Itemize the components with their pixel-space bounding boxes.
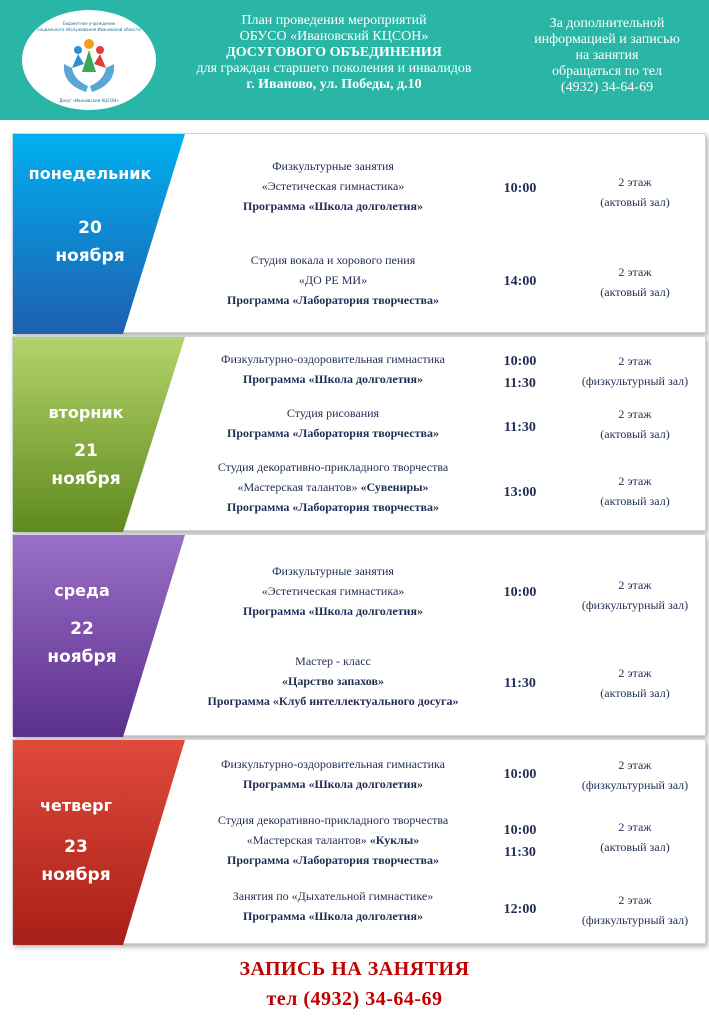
event-time: 13:00 — [503, 485, 537, 500]
event-title: Физкультурно-оздоровительная гимнастика — [221, 352, 445, 366]
event-program: Программа «Клуб интеллектуального досуга» — [207, 694, 459, 708]
event-program: Программа «Школа долголетия» — [243, 372, 423, 386]
place-floor: 2 этаж — [618, 820, 652, 834]
event-item — [163, 754, 503, 794]
logo-text-1: Бюджетное учреждение — [62, 21, 116, 26]
day-name: среда — [54, 581, 110, 600]
day-date — [1, 833, 151, 889]
header-line-4: для граждан старшего поколения и инвалидов — [196, 61, 472, 76]
place-floor: 2 этаж — [618, 175, 652, 189]
event-program: Программа «Лаборатория творчества» — [227, 293, 439, 307]
event-studio: «Мастерская талантов» — [237, 480, 361, 494]
event-program: Программа «Лаборатория творчества» — [227, 426, 439, 440]
event-subtitle: «ДО РЕ МИ» — [298, 273, 368, 287]
header-address: г. Иваново, ул. Победы, д.10 — [246, 77, 422, 92]
event-time — [495, 351, 545, 395]
header-line-3: ДОСУГОВОГО ОБЪЕДИНЕНИЯ — [226, 45, 442, 60]
event-subtitle — [163, 477, 503, 497]
contact-line-3: на занятия — [575, 48, 639, 63]
day-month: ноября — [51, 469, 121, 489]
place-room: (физкультурный зал) — [581, 374, 689, 388]
contact-line-4: обращаться по тел — [552, 64, 662, 79]
day-number: 23 — [64, 837, 88, 857]
place-floor: 2 этаж — [618, 893, 652, 907]
logo-caption: Досуг «Ивановский КЦСОН» — [59, 98, 119, 103]
event-studio: «Мастерская талантов» — [246, 833, 370, 847]
day-month: ноября — [41, 865, 111, 885]
day-name: вторник — [48, 403, 124, 422]
event-title: Студия вокала и хорового пения — [250, 253, 416, 267]
event-program: Программа «Школа долголетия» — [243, 604, 423, 618]
day-number: 22 — [70, 619, 94, 639]
place-room: (актовый зал) — [600, 494, 670, 508]
event-place — [561, 262, 709, 302]
header-banner — [0, 0, 709, 120]
event-place — [561, 890, 709, 930]
event-place — [561, 817, 709, 857]
place-room: (актовый зал) — [600, 285, 670, 299]
event-topic: «Сувениры» — [360, 480, 429, 494]
event-time: 10:00 — [503, 585, 537, 600]
place-floor: 2 этаж — [618, 474, 652, 488]
event-place — [561, 663, 709, 703]
event-place — [561, 471, 709, 511]
contact-line-2: информацией и записью — [534, 32, 680, 47]
place-room: (физкультурный зал) — [581, 913, 689, 927]
place-floor: 2 этаж — [618, 578, 652, 592]
event-title: Мастер - класс — [295, 654, 371, 668]
event-place — [561, 172, 709, 212]
organization-logo — [22, 10, 156, 110]
place-floor: 2 этаж — [618, 354, 652, 368]
event-time: 10:00 — [503, 181, 537, 196]
day-block-monday — [12, 133, 706, 333]
day-date — [11, 437, 161, 493]
day-name: четверг — [40, 796, 112, 815]
place-room: (актовый зал) — [600, 686, 670, 700]
place-room: (физкультурный зал) — [581, 778, 689, 792]
day-month: ноября — [47, 647, 117, 667]
event-item — [163, 457, 503, 517]
header-title-block — [168, 13, 500, 93]
place-room: (актовый зал) — [600, 840, 670, 854]
event-item — [163, 403, 503, 443]
event-subtitle — [163, 830, 503, 850]
event-item — [163, 561, 503, 621]
event-item — [163, 156, 503, 216]
event-place — [561, 755, 709, 795]
event-subtitle: «Царство запахов» — [282, 674, 384, 688]
place-room: (физкультурный зал) — [581, 598, 689, 612]
day-date — [15, 214, 165, 270]
event-title: Физкультурные занятия — [272, 564, 394, 578]
day-month: ноября — [55, 246, 125, 266]
signup-phone: тел (4932) 34-64-69 — [266, 988, 443, 1010]
header-line-2: ОБУСО «Ивановский КЦСОН» — [239, 29, 429, 44]
event-subtitle: «Эстетическая гимнастика» — [261, 179, 405, 193]
day-block-thursday — [12, 739, 706, 944]
hands-icon — [60, 34, 118, 98]
event-place — [561, 575, 709, 615]
place-floor: 2 этаж — [618, 265, 652, 279]
time-second: 11:30 — [504, 376, 536, 391]
place-floor: 2 этаж — [618, 407, 652, 421]
place-room: (актовый зал) — [600, 195, 670, 209]
day-block-tuesday — [12, 336, 706, 531]
place-floor: 2 этаж — [618, 758, 652, 772]
event-program: Программа «Школа долголетия» — [243, 777, 423, 791]
event-time: 14:00 — [503, 274, 537, 289]
event-place — [561, 404, 709, 444]
event-title: Физкультурно-оздоровительная гимнастика — [221, 757, 445, 771]
event-item — [163, 349, 503, 389]
event-time: 12:00 — [503, 902, 537, 917]
event-subtitle: «Эстетическая гимнастика» — [261, 584, 405, 598]
event-title: Занятия по «Дыхательной гимнастике» — [232, 889, 434, 903]
event-time: 11:30 — [504, 420, 536, 435]
event-time: 11:30 — [504, 676, 536, 691]
event-place — [561, 351, 709, 391]
event-title: Студия декоративно-прикладного творчества — [217, 813, 449, 827]
day-number: 21 — [74, 441, 98, 461]
event-item — [163, 810, 503, 870]
time-second: 11:30 — [504, 845, 536, 860]
event-topic: «Куклы» — [369, 833, 420, 847]
event-title: Физкультурные занятия — [272, 159, 394, 173]
event-item — [163, 886, 503, 926]
day-tab-shape — [13, 337, 185, 532]
header-line-1: План проведения мероприятий — [241, 13, 427, 28]
day-date — [7, 615, 157, 671]
contact-phone: (4932) 34-64-69 — [560, 80, 654, 95]
event-title: Студия рисования — [286, 406, 380, 420]
signup-heading: ЗАПИСЬ НА ЗАНЯТИЯ — [239, 958, 470, 980]
day-number: 20 — [78, 218, 102, 238]
place-floor: 2 этаж — [618, 666, 652, 680]
time-start: 10:00 — [503, 823, 537, 838]
event-time: 10:00 — [503, 767, 537, 782]
place-room: (актовый зал) — [600, 427, 670, 441]
time-start: 10:00 — [503, 354, 537, 369]
event-program: Программа «Школа долголетия» — [243, 909, 423, 923]
day-name: понедельник — [28, 164, 152, 183]
day-block-wednesday — [12, 534, 706, 736]
event-program: Программа «Лаборатория творчества» — [227, 853, 439, 867]
event-title: Студия декоративно-прикладного творчества — [217, 460, 449, 474]
event-item — [163, 651, 503, 711]
contact-line-1: За дополнительной — [549, 16, 665, 31]
event-program: Программа «Школа долголетия» — [243, 199, 423, 213]
event-item — [163, 250, 503, 310]
event-time — [495, 820, 545, 864]
event-program: Программа «Лаборатория творчества» — [227, 500, 439, 514]
logo-text-2: социального обслуживания Ивановской области — [37, 27, 141, 32]
header-contact-block — [505, 16, 709, 96]
